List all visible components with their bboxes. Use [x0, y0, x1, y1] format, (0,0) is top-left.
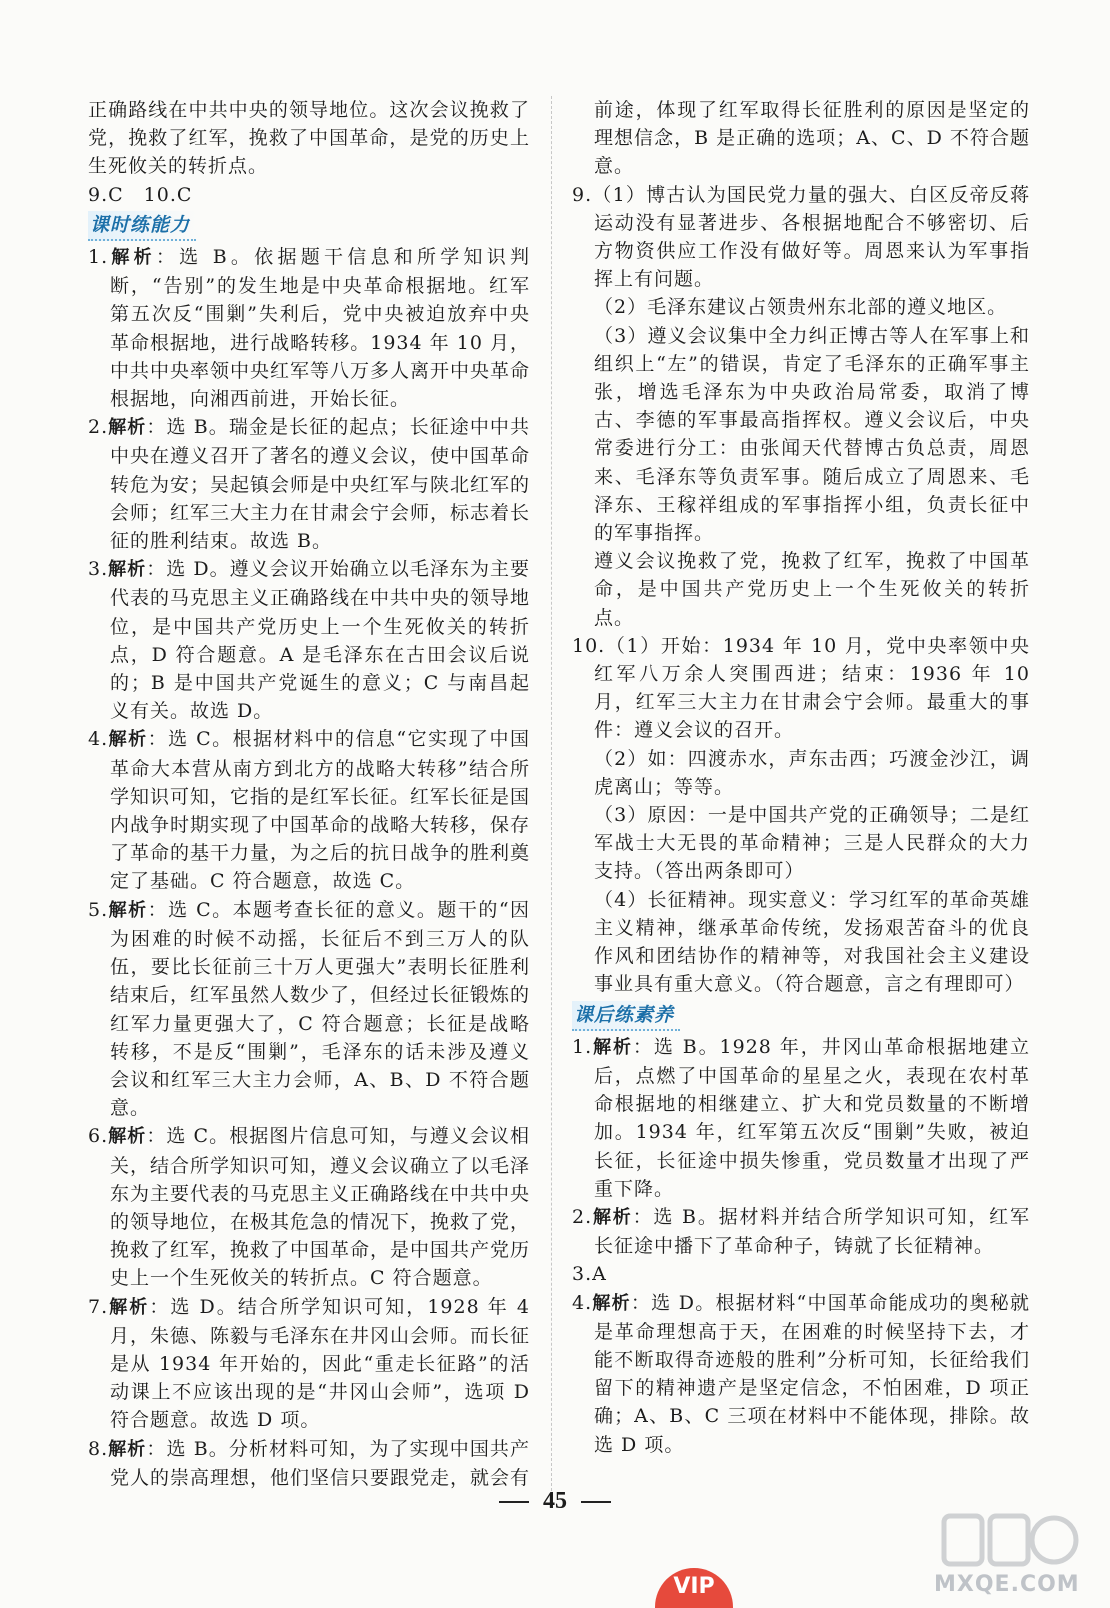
page-number-dash-right: [581, 1501, 611, 1503]
question-6: 6.解析：选 C。根据图片信息可知，与遵义会议相关，结合所学知识可知，遵义会议确立了以毛泽东为主要代表的马克思主义正确路线在中共中央的领导地位，在极其危急的情况下，挽救了党，挽救了红军，挽救了中国革命，是中国共产党历史上一个生死攸关的转折点。C 符合题意。: [88, 1125, 531, 1290]
watermark-text: MXQE.COM: [934, 1572, 1080, 1597]
section-title-after-class: 课后练素养: [572, 1001, 680, 1031]
question-9-part-2: （2）毛泽东建议占领贵州东北部的遵义地区。: [594, 296, 1008, 319]
page-number-text: 45: [543, 1488, 567, 1514]
question-7: 7.解析：选 D。结合所学知识可知，1928 年 4 月，朱德、陈毅与毛泽东在井冈山会师。而长征是从 1934 年开始的，因此“重走长征路”的活动课上不应该出现的是“井冈山会师”，选项 D 符合题意。故选 D 项。: [88, 1295, 531, 1432]
question-5: 5.解析：选 C。本题考查长征的意义。题干的“因为困难的时候不动摇，长征后不到三万人的队伍，要比长征前三十万人更强大”表明长征胜利结束后，红军虽然人数少了，但经过长征锻炼的红军力量更强大了，C 符合题意；长征是战略转移，不是反“围剿”，毛泽东的话未涉及遵义会议和红军三大主力会师，A、B、D 不符合题意。: [88, 898, 531, 1120]
question-3: 3.解析：选 D。遵义会议开始确立以毛泽东为主要代表的马克思主义正确路线在中共中央的领导地位，是中国共产党历史上一个生死攸关的转折点，D 符合题意。A 是毛泽东在古田会议后说的；B 是中国共产党诞生的意义；C 与南昌起义有关。故选 D。: [88, 558, 531, 723]
right-column: [572, 96, 1030, 1459]
question-2: 2.解析：选 B。瑞金是长征的起点；长征途中中共中央在遵义召开了著名的遵义会议，使中国革命转危为安；吴起镇会师是中央红军与陕北红军的会师；红军三大主力在甘肃会宁会师，标志着长征的胜利结束。故选 B。: [88, 416, 531, 553]
question-10-part-4: （4）长征精神。现实意义：学习红军的革命英雄主义精神，继承革命传统，发扬艰苦奋斗的优良作风和团结协作的精神等，对我国社会主义建设事业具有重大意义。（符合题意，言之有理即可）: [594, 888, 1030, 996]
question-10-part-2: （2）如：四渡赤水，声东击西；巧渡金沙江，调虎离山；等等。: [594, 747, 1030, 798]
question-9-part-1: 9.（1）博古认为国民党力量的强大、白区反帝反蒋运动没有显著进步、各根据地配合不够密切、后方物资供应工作没有做好等。周恩来认为军事指挥上有问题。: [572, 183, 1030, 291]
column-divider: [551, 96, 552, 1496]
section-title-practice: 课时练能力: [88, 211, 196, 241]
after-class-question-4: 4.解析：选 D。根据材料“中国革命能成功的奥秘就是革命理想高于天，在困难的时候坚持下去，才能不断取得奇迹般的胜利”分析可知，长征给我们留下的精神遗产是坚定信念，不怕困难，D 项正确；A、B、C 三项在材料中不能体现，排除。故选 D 项。: [572, 1291, 1030, 1456]
question-10-part-3: （3）原因：一是中国共产党的正确领导；二是红军战士大无畏的革命精神；三是人民群众的大力支持。（答出两条即可）: [594, 804, 1030, 883]
question-9-conclusion: 遵义会议挽救了党，挽救了红军，挽救了中国革命，是中国共产党历史上一个生死攸关的转折点。: [594, 550, 1030, 629]
question-1: 1.解析：选 B。依据题干信息和所学知识判断，“告别”的发生地是中央革命根据地。红军第五次反“围剿”失利后，党中央被迫放弃中央革命根据地，进行战略转移。1934 年 10 月，中共中央率领中央红军等八万多人离开中央革命根据地，向湘西前进，开始长征。: [88, 246, 531, 411]
question-10-part-1: 10.（1）开始：1934 年 10 月，党中央率领中央红军八万余人突围西进；结束：1936 年 10 月，红军三大主力在甘肃会宁会师。最重大的事件：遵义会议的召开。: [572, 634, 1030, 742]
question-4: 4.解析：选 C。根据材料中的信息“它实现了中国革命大本营从南方到北方的战略大转移”结合所学知识可知，它指的是红军长征。红军长征是国内战争时期实现了中国革命的战略大转移，保存了革命的基干力量，为之后的抗日战争的胜利奠定了基础。C 符合题意，故选 C。: [88, 728, 531, 893]
question-8-continued: 前途，体现了红军取得长征胜利的原因是坚定的理想信念，B 是正确的选项；A、C、D 不符合题意。: [594, 99, 1030, 178]
after-class-question-3: 3.A: [572, 1263, 607, 1286]
after-class-question-1: 1.解析：选 B。1928 年，井冈山革命根据地建立后，点燃了中国革命的星星之火，表现在农村革命根据地的相继建立、扩大和党员数量的不断增加。1934 年，红军第五次反“围剿”失败，被迫长征，长征途中损失惨重，党员数量才出现了严重下降。: [572, 1035, 1031, 1200]
page-number-dash-left: [499, 1501, 529, 1503]
left-column: [88, 96, 530, 1492]
question-9-part-3: （3）遵义会议集中全力纠正博古等人在军事上和组织上“左”的错误，肯定了毛泽东的正确军事主张，增选毛泽东为中央政治局常委，取消了博古、李德的军事最高指挥权。遵义会议后，中央常委进行分工：由张闻天代替博古负总责，周恩来、毛泽东等负责军事。随后成立了周恩来、毛泽东、王稼祥组成的军事指挥小组，负责长征中的军事指挥。: [594, 324, 1030, 545]
answers-9-10: 9.C 10.C: [88, 183, 193, 206]
after-class-question-2: 2.解析：选 B。据材料并结合所学知识可知，红军长征途中播下了革命种子，铸就了长征精神。: [572, 1205, 1030, 1258]
intro-paragraph: 正确路线在中共中央的领导地位。这次会议挽救了党，挽救了红军，挽救了中国革命，是党的历史上生死攸关的转折点。: [88, 99, 530, 178]
question-8: 8.解析：选 B。分析材料可知，为了实现中国共产党人的崇高理想，他们坚信只要跟党走，就会有: [88, 1437, 531, 1489]
vip-badge[interactable]: VIP: [655, 1568, 733, 1608]
